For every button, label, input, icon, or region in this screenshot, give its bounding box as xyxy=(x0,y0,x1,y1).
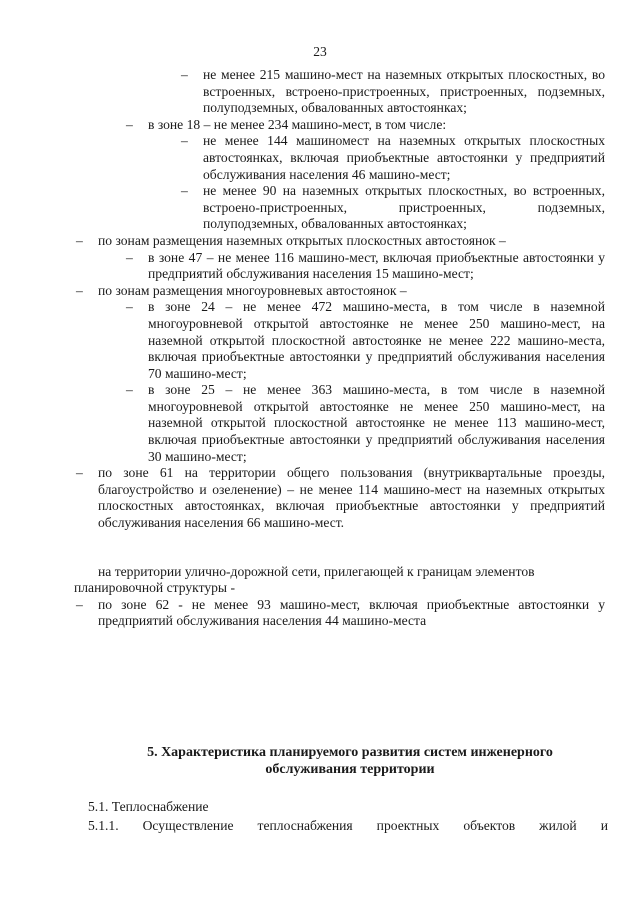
spacer xyxy=(0,532,640,548)
list-dash: – xyxy=(126,299,133,315)
subsubsection-line: 5.1.1. Осуществление теплоснабжения проектных объектов жилой и xyxy=(88,818,608,833)
list-dash: – xyxy=(181,133,188,149)
list-item xyxy=(126,299,605,382)
list-item-text: по зоне 61 на территории общего пользования (внутриквартальные проезды, благоустройство и озеленение) – не менее 114 машино-мест на наземных открытых плоскостных автостоянках, включая приобъектные автостоянки у предприятий обслуживания населения 66 машино-мест. xyxy=(98,465,605,531)
page-number: 23 xyxy=(313,44,327,59)
list-item-text: не менее 90 на наземных открытых плоскостных, во встроенных, встроено-пристроенных, пристроенных, подземных, полуподземных, обвалованных автостоянках; xyxy=(203,183,605,232)
list-item xyxy=(181,67,605,117)
list-item-text: не менее 215 машино-мест на наземных открытых плоскостных, во встроенных, встроено-пристроенных, пристроенных, подземных, полуподземных, обвалованных автостоянках; xyxy=(203,67,605,116)
list-item xyxy=(76,465,605,531)
list-item-text: по зонам размещения наземных открытых плоскостных автостоянок – xyxy=(98,232,506,248)
list-item xyxy=(76,282,605,300)
list-item-text: в зоне 25 – не менее 363 машино-места, в том числе в наземной многоуровневой открытой автостоянке не менее 250 машино-мест, на наземной открытой плоскостной автостоянке не менее 113 машино-мест, включая приобъектные автостоянки у предприятий обслуживания населения 30 машино-мест; xyxy=(148,382,605,464)
list-item-text: в зоне 47 – не менее 116 машино-мест, включая приобъектные автостоянки у предприятий обслуживания населения 15 машино-мест; xyxy=(148,249,605,282)
list-item xyxy=(76,596,605,630)
list-item-text: по зоне 62 - не менее 93 машино-мест, включая приобъектные автостоянки у предприятий обслуживания населения 44 машино-места xyxy=(98,596,605,629)
list-dash: – xyxy=(76,232,83,248)
list-dash: – xyxy=(76,465,83,481)
list-dash: – xyxy=(126,249,133,265)
street-paragraph-rest: планировочной структуры - xyxy=(74,580,235,596)
list-dash: – xyxy=(126,116,133,132)
street-paragraph-first-line: на территории улично-дорожной сети, прилегающей к границам элементов xyxy=(98,563,535,579)
parking-list xyxy=(0,67,640,630)
subsection-title: 5.1. Теплоснабжение xyxy=(88,799,209,814)
list-dash: – xyxy=(126,382,133,398)
spacer xyxy=(0,548,640,564)
list-item-text: по зонам размещения многоуровневых автостоянок – xyxy=(98,282,407,298)
section-heading: 5. Характеристика планируемого развития систем инженерного обслуживания территории xyxy=(147,745,553,777)
list-item xyxy=(76,232,605,250)
list-item xyxy=(126,382,605,465)
list-item xyxy=(181,133,605,183)
list-item-text: в зоне 24 – не менее 472 машино-места, в том числе в наземной многоуровневой открытой автостоянке не менее 250 машино-мест, на наземной открытой плоскостной автостоянке не менее 222 машино-места, включая приобъектные автостоянки у предприятий обслуживания населения 70 машино-мест; xyxy=(148,299,605,381)
list-item xyxy=(126,249,605,283)
list-item xyxy=(126,116,605,134)
list-dash: – xyxy=(76,596,83,612)
list-item-text: в зоне 18 – не менее 234 машино-мест, в том числе: xyxy=(148,116,447,132)
list-dash: – xyxy=(181,183,188,199)
list-dash: – xyxy=(76,282,83,298)
list-dash: – xyxy=(181,67,188,82)
list-item-text: не менее 144 машиномест на наземных открытых плоскостных автостоянках, включая приобъектные автостоянки у предприятий обслуживания населения 46 машино-мест; xyxy=(203,133,605,182)
list-item xyxy=(181,183,605,233)
